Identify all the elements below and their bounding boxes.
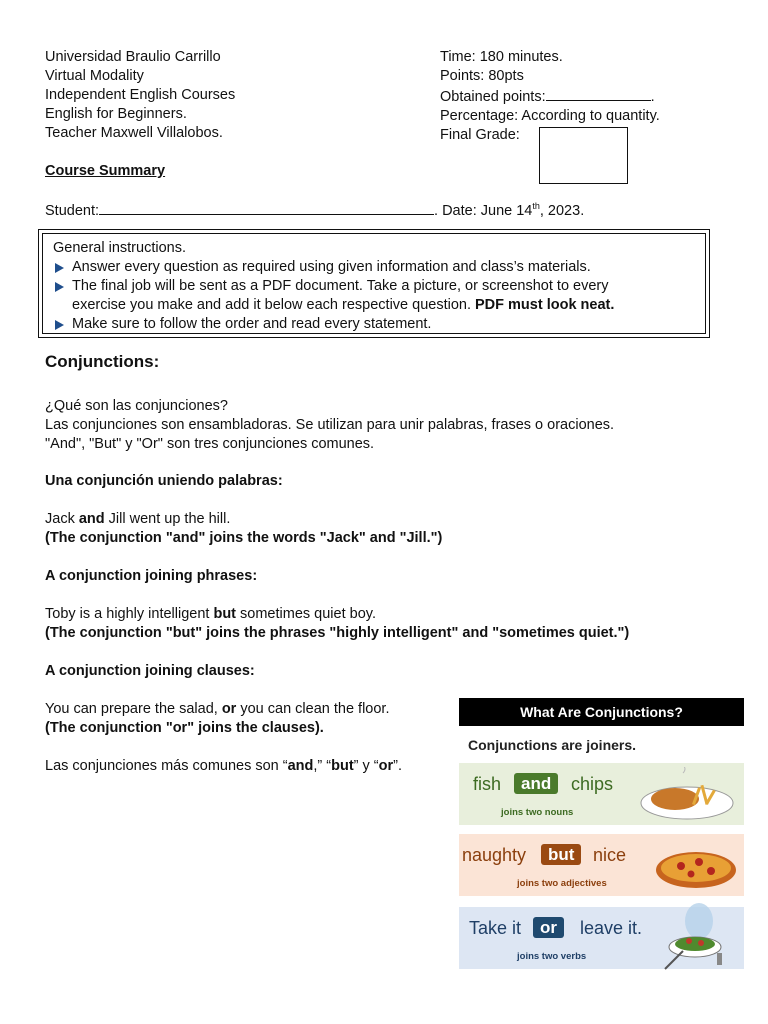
obtained-label: Obtained points: bbox=[440, 89, 546, 105]
salad-icon bbox=[657, 899, 737, 973]
panel-caption: joins two nouns bbox=[501, 807, 574, 818]
final-grade-label: Final Grade: bbox=[440, 127, 520, 143]
header-line: Teacher Maxwell Villalobos. bbox=[45, 125, 223, 141]
definition-paragraph: ¿Qué son las conjunciones? Las conjunciones son ensambladoras. Se utilizan para unir palabras, frases o oraciones. "And", "But" y "Or" son tres conjunciones comunes. bbox=[45, 398, 615, 452]
obtained-points bbox=[440, 86, 660, 107]
pizza-icon bbox=[651, 840, 741, 892]
conjunctions-infographic bbox=[459, 698, 744, 970]
triangle-bullet-icon bbox=[55, 282, 64, 292]
obtained-blank[interactable] bbox=[546, 86, 651, 101]
example-phrases: Toby is a highly intelligent but sometimes quiet boy. (The conjunction "but" joins the phrases "highly intelligent" and "sometimes quiet.") bbox=[45, 606, 630, 641]
instruction-item: Make sure to follow the order and read every statement. bbox=[53, 315, 705, 334]
subheading-phrases: A conjunction joining phrases: bbox=[45, 568, 258, 584]
institution-info bbox=[45, 48, 235, 143]
panel-word-right: nice bbox=[593, 845, 627, 865]
example-clauses: You can prepare the salad, or you can clean the floor. (The conjunction "or" joins the clauses). bbox=[45, 701, 390, 736]
conjunction-chip: or bbox=[533, 917, 564, 938]
instruction-item: Answer every question as required using given information and class’s materials. bbox=[53, 258, 705, 277]
subheading-words: Una conjunción uniendo palabras: bbox=[45, 473, 283, 489]
student-row bbox=[45, 200, 584, 221]
course-summary-heading: Course Summary bbox=[45, 163, 166, 179]
student-name-blank[interactable] bbox=[99, 200, 434, 215]
conjunction-chip: but bbox=[541, 844, 581, 865]
instructions-box bbox=[38, 229, 710, 338]
instruction-item: The final job will be sent as a PDF document. Take a picture, or screenshot to every exercise you make and add it below each respective question. PDF must look neat. bbox=[53, 277, 705, 315]
header-line: English for Beginners. bbox=[45, 106, 187, 122]
date-text: . Date: June 14 bbox=[434, 203, 533, 219]
header-line: Independent English Courses bbox=[45, 87, 236, 103]
percentage-label: Percentage: According to quantity. bbox=[440, 108, 660, 124]
conjunction-chip: and bbox=[514, 773, 558, 794]
instructions-title: General instructions. bbox=[53, 240, 186, 256]
date-year: , 2023. bbox=[539, 203, 585, 219]
section-title: Conjunctions: bbox=[45, 352, 160, 371]
obtained-end: . bbox=[650, 89, 655, 105]
subheading-clauses: A conjunction joining clauses: bbox=[45, 663, 255, 679]
header-line: Virtual Modality bbox=[45, 68, 144, 84]
header-line: Universidad Braulio Carrillo bbox=[45, 49, 221, 65]
panel-and bbox=[459, 763, 744, 825]
panel-caption: joins two adjectives bbox=[517, 878, 607, 889]
triangle-bullet-icon bbox=[55, 263, 64, 273]
panel-word-right: leave it. bbox=[580, 918, 643, 938]
panel-or bbox=[459, 907, 744, 969]
panel-caption: joins two verbs bbox=[517, 951, 587, 962]
triangle-bullet-icon bbox=[55, 320, 64, 330]
panel-word-right: chips bbox=[571, 774, 614, 794]
infographic-subtitle: Conjunctions are joiners. bbox=[468, 737, 637, 753]
date-ordinal: th bbox=[532, 201, 540, 212]
panel-word-left: Take it bbox=[469, 918, 522, 938]
time-label: Time: 180 minutes. bbox=[440, 49, 563, 65]
example-words: Jack and Jill went up the hill. (The conjunction "and" joins the words "Jack" and "Jill.") bbox=[45, 511, 443, 546]
panel-word-left: fish bbox=[473, 774, 502, 794]
fish-and-chips-icon bbox=[637, 767, 737, 823]
final-grade-box[interactable] bbox=[539, 127, 628, 184]
infographic-title: What Are Conjunctions? bbox=[459, 698, 744, 726]
panel-but bbox=[459, 834, 744, 896]
student-label: Student: bbox=[45, 203, 100, 219]
common-conjunctions: Las conjunciones más comunes son “and,” “but” y “or”. bbox=[45, 758, 402, 774]
panel-word-left: naughty bbox=[462, 845, 527, 865]
points-label: Points: 80pts bbox=[440, 68, 524, 84]
